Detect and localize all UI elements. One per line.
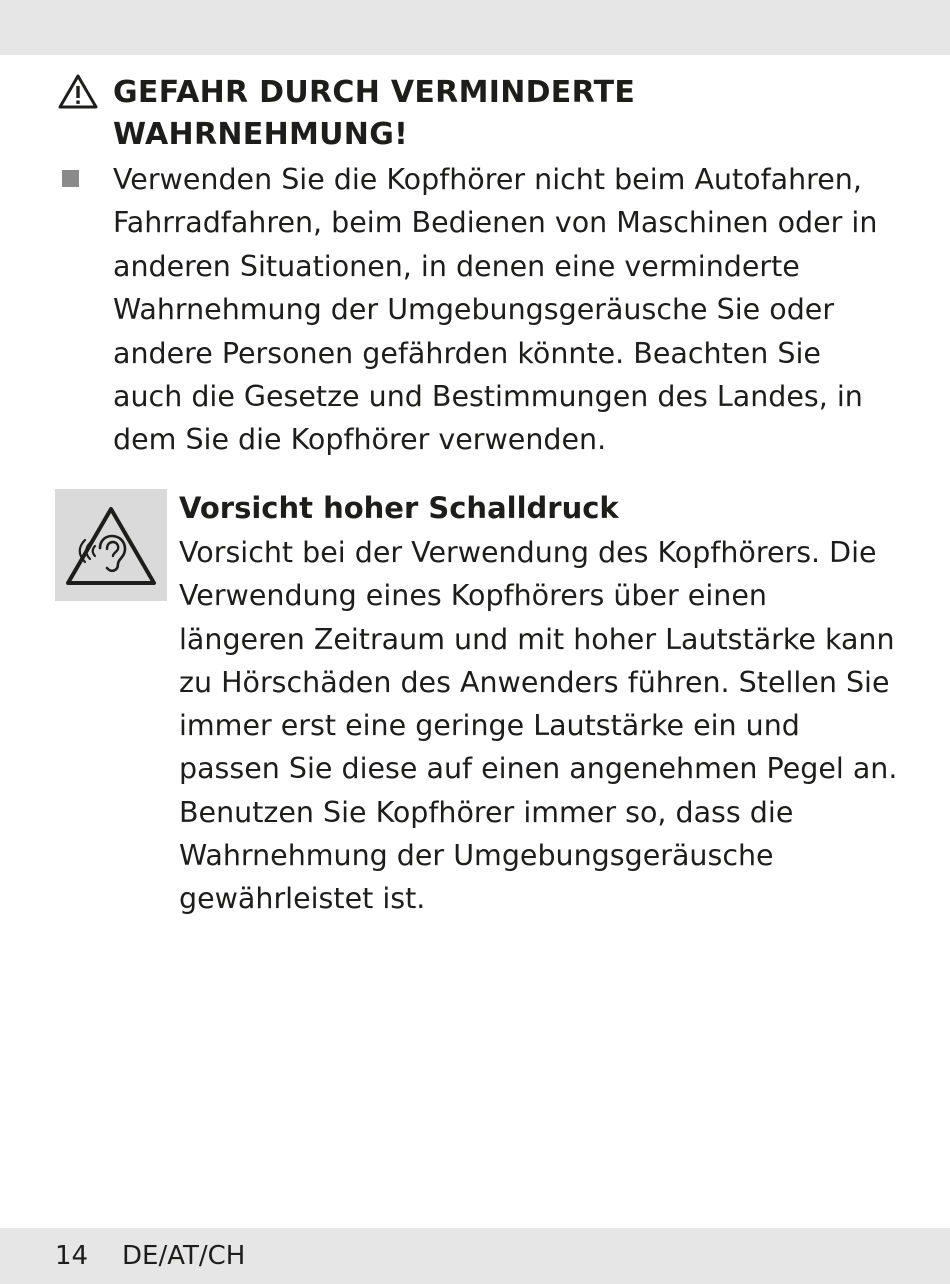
warning-bullet-item: [58, 158, 918, 462]
warning-bullet-text: Verwenden Sie die Kopfhörer nicht beim Autofahren, Fahrradfahren, beim Bedienen von Maschinen oder in anderen Situationen, in denen eine verminderte Wahrnehmung der Umgebungsgeräusche Sie oder andere Personen gefährden könnte. Beachten Sie auch die Gesetze und Bestimmungen des Landes, in dem Sie die Kopfhörer verwenden.: [113, 163, 878, 457]
caution-icon-box: [55, 489, 167, 601]
page-number: 14: [55, 1241, 89, 1271]
warning-section-heading: [58, 72, 918, 156]
square-bullet-icon: [62, 170, 79, 187]
hearing-damage-warning-icon: [55, 489, 167, 601]
top-band: [0, 0, 950, 55]
warning-heading-line-1: GEFAHR DURCH VERMINDERTE: [113, 75, 636, 110]
caution-body: Vorsicht bei der Verwendung des Kopfhörers. Die Verwendung eines Kopfhörers über einen längeren Zeitraum und mit hoher Lautstärke kann zu Hörschäden des Anwenders führen. Stellen Sie immer erst eine geringe Lautstärke ein und passen Sie diese auf einen angenehmen Pegel an. Benutzen Sie Kopfhörer immer so, dass die Wahrnehmung der Umgebungsgeräusche gewährleistet ist.: [179, 536, 898, 916]
country-codes: DE/AT/CH: [122, 1241, 246, 1271]
warning-triangle-icon: [58, 74, 98, 110]
caution-title: Vorsicht hoher Schalldruck: [179, 491, 619, 525]
caution-section: [55, 487, 925, 921]
footer-band: [0, 1228, 950, 1284]
warning-heading-line-2: WAHRNEHMUNG!: [113, 117, 409, 152]
caution-text: [179, 487, 899, 921]
warning-heading-text: [113, 72, 918, 156]
